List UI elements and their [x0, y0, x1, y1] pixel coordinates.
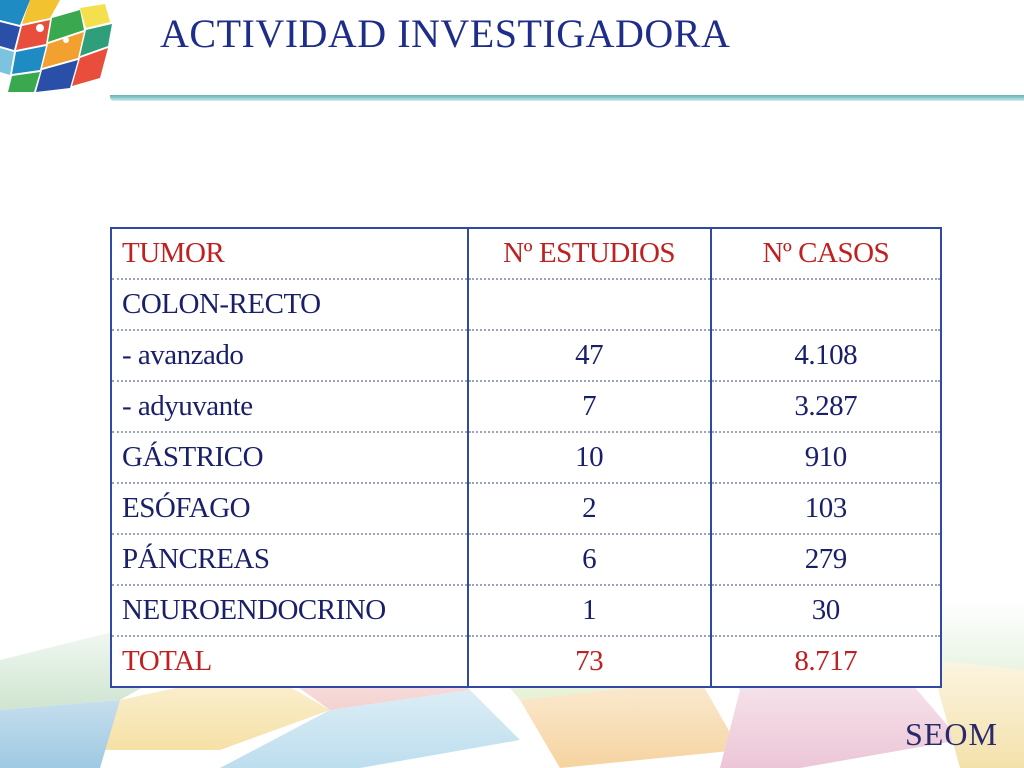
cell-studies: 1: [468, 585, 711, 636]
table-row: [111, 534, 941, 585]
cell-studies: 10: [468, 432, 711, 483]
table-total-row: [111, 636, 941, 687]
cell-cases: [711, 279, 941, 330]
cell-tumor: ESÓFAGO: [111, 483, 468, 534]
table-row: [111, 330, 941, 381]
slide-title: ACTIVIDAD INVESTIGADORA: [160, 11, 731, 56]
cell-tumor: GÁSTRICO: [111, 432, 468, 483]
cell-studies: [468, 279, 711, 330]
cell-studies: 47: [468, 330, 711, 381]
header-cases: Nº CASOS: [711, 228, 941, 279]
header-tumor: TUMOR: [111, 228, 468, 279]
header-divider: [110, 95, 1024, 101]
research-activity-table: [110, 227, 942, 688]
table-row: [111, 483, 941, 534]
cell-tumor: COLON-RECTO: [111, 279, 468, 330]
cell-cases: 910: [711, 432, 941, 483]
seom-logo-text: SEOM: [905, 716, 998, 752]
cell-tumor: - adyuvante: [111, 381, 468, 432]
cell-studies: 7: [468, 381, 711, 432]
table-row: [111, 381, 941, 432]
header-studies: Nº ESTUDIOS: [468, 228, 711, 279]
cell-cases: 3.287: [711, 381, 941, 432]
cell-tumor: PÁNCREAS: [111, 534, 468, 585]
cell-studies: 6: [468, 534, 711, 585]
table-header-row: [111, 228, 941, 279]
cell-tumor: - avanzado: [111, 330, 468, 381]
cell-cases: 103: [711, 483, 941, 534]
mosaic-logo: [0, 0, 120, 95]
total-studies: 73: [468, 636, 711, 687]
total-label: TOTAL: [111, 636, 468, 687]
cell-cases: 4.108: [711, 330, 941, 381]
table-row: [111, 279, 941, 330]
cell-cases: 279: [711, 534, 941, 585]
table-row: [111, 432, 941, 483]
table-row: [111, 585, 941, 636]
cell-cases: 30: [711, 585, 941, 636]
cell-tumor: NEUROENDOCRINO: [111, 585, 468, 636]
cell-studies: 2: [468, 483, 711, 534]
total-cases: 8.717: [711, 636, 941, 687]
